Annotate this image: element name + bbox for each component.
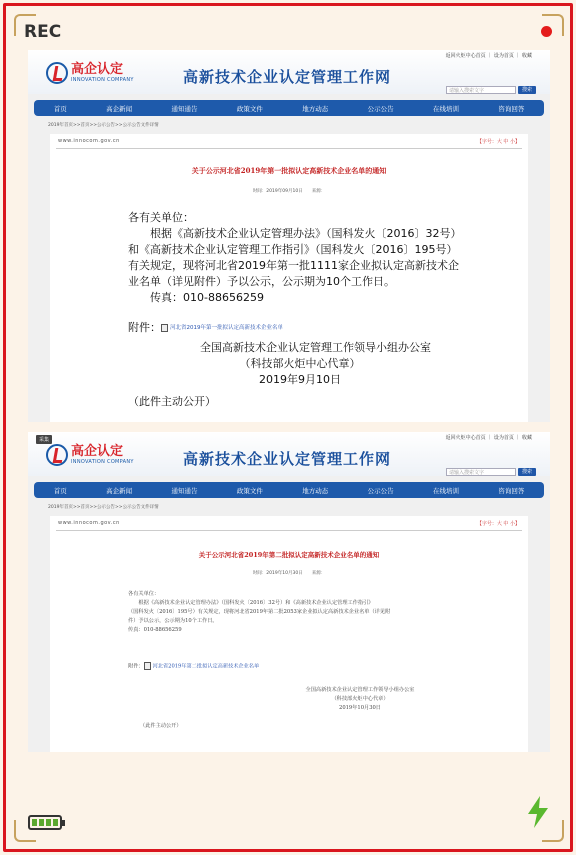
search-button[interactable]: 搜索 (518, 86, 536, 94)
logo-subtext: INNOVATION COMPANY (71, 77, 134, 83)
search-input[interactable]: 请输入搜索文字 (446, 86, 516, 94)
signature-date: 2019年10月30日 (339, 705, 381, 711)
top-links[interactable]: 返回火炬中心首页 ｜ 设为首页 ｜ 收藏 (445, 53, 532, 59)
signature-org: 全国高新技术企业认定管理工作领导小组办公室 (200, 341, 431, 354)
attachment-label: 附件： (128, 321, 161, 334)
main-nav (34, 100, 544, 116)
article-title: 关于公示河北省2019年第二批拟认定高新技术企业名单的通知 (198, 551, 380, 559)
nav-local[interactable]: 地方动态 (302, 486, 329, 495)
logo-text: 高企认定 (71, 62, 124, 77)
domain-text: www.innocom.gov.cn (58, 138, 120, 144)
site-title: 高新技术企业认定管理工作网 (183, 68, 392, 86)
site-logo[interactable] (46, 62, 134, 84)
article-panel (50, 516, 528, 752)
body-line: 根据《高新技术企业认定管理办法》（国科发火〔2016〕32号） (128, 227, 462, 240)
article-body (128, 210, 468, 306)
signature-seal: （科技部火炬中心代章） (331, 696, 389, 702)
nav-training[interactable]: 在线培训 (432, 104, 459, 113)
divider (56, 530, 522, 531)
nav-notices[interactable]: 通知通告 (171, 486, 198, 495)
nav-qa[interactable]: 咨询回答 (498, 104, 525, 113)
logo-icon (46, 62, 68, 84)
screenshot-first-notice (28, 50, 550, 422)
body-line: 业名单（详见附件）予以公示，公示期为10个工作日。 (128, 275, 395, 288)
article-body (128, 590, 518, 635)
article-panel (50, 134, 528, 422)
attachment-label: 附件： (128, 663, 144, 670)
signature-date: 2019年9月10日 (259, 373, 341, 386)
body-line: 和《高新技术企业认定管理工作指引》（国科发火〔2016〕195号） (128, 243, 458, 256)
attachment-link[interactable]: 河北省2019年第二批拟认定高新技术企业名单 (152, 663, 260, 670)
nav-policy[interactable]: 政策文件 (236, 486, 263, 495)
font-size-control[interactable]: 【字号：大 中 小】 (476, 521, 520, 527)
body-line: 各有关单位： (128, 211, 194, 224)
main-nav (34, 482, 544, 498)
divider (56, 148, 522, 149)
article-title: 关于公示河北省2019年第一批拟认定高新技术企业名单的通知 (191, 166, 387, 175)
logo-subtext: INNOVATION COMPANY (71, 459, 134, 465)
public-note: （此件主动公开） (128, 395, 216, 408)
nav-news[interactable]: 高企新闻 (106, 486, 133, 495)
document-icon (144, 662, 151, 670)
nav-home[interactable]: 首页 (53, 486, 67, 495)
document-icon (161, 324, 168, 332)
breadcrumb[interactable]: 2019年首页>>首页>>公示公告>>公示公告文件详情 (48, 123, 159, 128)
logo-icon (46, 444, 68, 466)
screenshot-second-notice (28, 432, 550, 752)
record-dot-icon (541, 26, 552, 37)
breadcrumb[interactable]: 2019年首页>>首页>>公示公告>>公示公告文件详情 (48, 505, 159, 510)
collect-tag[interactable]: 采集 (36, 435, 52, 444)
signature-org: 全国高新技术企业认定管理工作领导小组办公室 (305, 687, 415, 693)
domain-text: www.innocom.gov.cn (58, 520, 120, 526)
body-line: 各有关单位： (128, 591, 160, 597)
body-line: 件）予以公示，公示期为10个工作日。 (128, 618, 218, 624)
rec-label: REC (24, 22, 62, 42)
site-title: 高新技术企业认定管理工作网 (183, 450, 392, 468)
search-button[interactable]: 搜索 (518, 468, 536, 476)
nav-announcements[interactable]: 公示公告 (367, 486, 394, 495)
charging-bolt-icon (526, 796, 550, 828)
signature-block (200, 340, 431, 388)
signature-block (270, 686, 450, 713)
body-line: 根据《高新技术企业认定管理办法》（国科发火〔2016〕32号）和《高新技术企业认定管理工作指引》 (128, 600, 374, 606)
nav-home[interactable]: 首页 (53, 104, 67, 113)
nav-announcements[interactable]: 公示公告 (367, 104, 394, 113)
battery-icon (28, 815, 62, 830)
nav-notices[interactable]: 通知通告 (171, 104, 198, 113)
nav-local[interactable]: 地方动态 (302, 104, 329, 113)
site-logo[interactable] (46, 444, 134, 466)
body-line: 有关规定，现将河北省2019年第一批1111家企业拟认定高新技术企 (128, 259, 459, 272)
article-meta: 时间：2019年09月10日 来源： (252, 189, 326, 194)
attachment-row (128, 320, 283, 336)
logo-text: 高企认定 (71, 444, 124, 459)
public-note: （此件主动公开） (140, 723, 182, 729)
nav-training[interactable]: 在线培训 (432, 486, 459, 495)
search-input[interactable]: 请输入搜索文字 (446, 468, 516, 476)
signature-seal: （科技部火炬中心代章） (239, 357, 361, 370)
attachment-row (128, 662, 259, 672)
nav-qa[interactable]: 咨询回答 (498, 486, 525, 495)
body-line: （国科发火〔2016〕195号）有关规定，现将河北省2019年第二批2053家企业拟认定高新技术企业名单（详见附 (128, 609, 391, 615)
nav-news[interactable]: 高企新闻 (106, 104, 133, 113)
body-line: 传真：010-88656259 (128, 291, 264, 304)
attachment-link[interactable]: 河北省2019年第一批拟认定高新技术企业名单 (170, 325, 283, 331)
body-line: 传真：010-88656259 (128, 627, 182, 633)
top-links[interactable]: 返回火炬中心首页 ｜ 设为首页 ｜ 收藏 (445, 435, 532, 441)
font-size-control[interactable]: 【字号：大 中 小】 (476, 139, 520, 145)
article-meta: 时间：2019年10月30日 来源： (252, 571, 326, 576)
nav-policy[interactable]: 政策文件 (236, 104, 263, 113)
